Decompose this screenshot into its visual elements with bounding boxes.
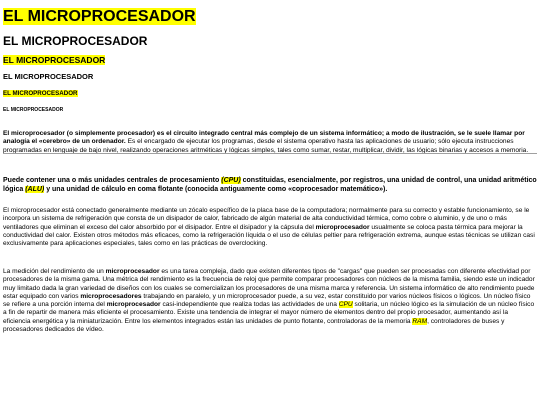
perf-text-e: trabajando en paralelo, y un microprocesador puede, a su vez, estar constituido por varios núcleos físicos o lógicos. Un núcleo físico se refiere a una porción interna del — [3, 292, 531, 308]
perf-bold-term-1: microprocesador — [105, 268, 160, 275]
perf-bold-term-2: microprocesadores — [80, 292, 142, 300]
heading-6: EL MICROPROCESADOR — [3, 107, 64, 113]
heading-3-text: EL MICROPROCESADOR — [3, 55, 106, 65]
heading-4: EL MICROPROCESADOR — [3, 72, 94, 81]
cooling-text-a: El microprocesador está conectado generalmente mediante un zócalo específico de la placa base de la computadora; normalmente para su correcto y estable funcionamiento, se le incorpora un sistema de refrigeración que consta de un disipador de calor, fabricado de algún material de alta conductividad térmica, como cobre o aluminio, y de uno o más ventiladores que eliminan el exceso del calor absorbido por el disipador. Entre el disipador y la cápsula del — [3, 207, 530, 231]
perf-text-c: es una tarea compleja, dado que existen diferentes tipos de "cargas" que pueden ser procesadas con diferente efectividad por procesadores de la misma gama. Una métrica del rendimiento es la frecuencia de reloj que permite comparar procesadores con núcleos de la misma familia, siendo este un indicador muy limitado dada la gran variedad de diseños con los cuales se comercializan los procesadores de una misma marca y referencia. Un sistema informático de alto rendimiento puede estar equipado con varios — [3, 268, 535, 300]
heading-1-text: EL MICROPROCESADOR — [3, 8, 196, 25]
cooling-text-c: usualmente se coloca pasta térmica para mejorar la conductividad del calor. Existen otros métodos más eficaces, como la refrigeración líquida o el uso de células peltier para refrigeración extrema, aunque estas técnicas se utilizan casi exclusivamente para aplicaciones especiales, tales como en las prácticas de overclocking. — [3, 223, 535, 247]
cpu-text-a: Puede contener una o más unidades centrales de procesamiento — [3, 177, 222, 184]
cpu-text-c: y una unidad de cálculo en coma flotante (conocida antiguamente como «coprocesador matemático»). — [44, 186, 388, 193]
perf-text-g: casi-independiente que realiza todas las actividades de una — [160, 301, 339, 308]
intro-paragraph — [3, 130, 537, 155]
heading-5-text: EL MICROPROCESADOR — [3, 90, 78, 97]
intro-rest-text: Es el encargado de ejecutar los programas, desde el sistema operativo hasta las aplicaciones de usuario; sólo ejecuta instrucciones programadas en lenguaje de bajo nivel, realizando operaciones aritméticas y lógicas simples, tales como sumar, restar, multiplicar, dividir, las lógicas binarias y accesos a memoria. — [3, 138, 529, 154]
perf-cpu-highlight: CPU — [338, 301, 353, 308]
cooling-bold-term: microprocesador — [315, 223, 370, 231]
perf-text-i: solitaria, un núcleo lógico es la simulación de un núcleo físico a fin de repartir de manera más eficiente el procesamiento. Existe una tendencia de integrar el mayor número de elementos dentro del propio procesador, aumentando así la eficiencia energética y la miniaturización. Entre los elementos integrados están las unidades de punto flotante, controladoras de la memoria — [3, 301, 535, 325]
perf-ram-highlight: RAM — [412, 317, 428, 325]
heading-3 — [3, 56, 105, 65]
alu-highlight: (ALU) — [25, 186, 45, 193]
intro-bold-text: El microprocesador (o simplemente procesador) es el circuito integrado central más complejo de un sistema informático; a modo de ilustración, se le suele llamar por analogía el «cerebro» de un ordenador. — [3, 130, 525, 146]
perf-text-k: , controladores de buses y procesadores dedicados de vídeo. — [3, 317, 505, 333]
perf-text-a: La medición del rendimiento de un — [3, 268, 106, 275]
heading-5 — [3, 91, 78, 97]
cpu-paragraph — [3, 176, 537, 194]
cpu-highlight: (CPU) — [221, 177, 241, 184]
perf-bold-term-3: microprocesador — [106, 301, 161, 308]
heading-1 — [3, 9, 196, 25]
cooling-paragraph — [3, 207, 537, 248]
performance-paragraph — [3, 268, 537, 334]
cpu-text-b: constituidas, esencialmente, por registros, una unidad de control, una unidad aritmético lógica — [3, 177, 537, 193]
heading-2: EL MICROPROCESADOR — [3, 34, 148, 48]
horizontal-rule — [3, 153, 537, 154]
